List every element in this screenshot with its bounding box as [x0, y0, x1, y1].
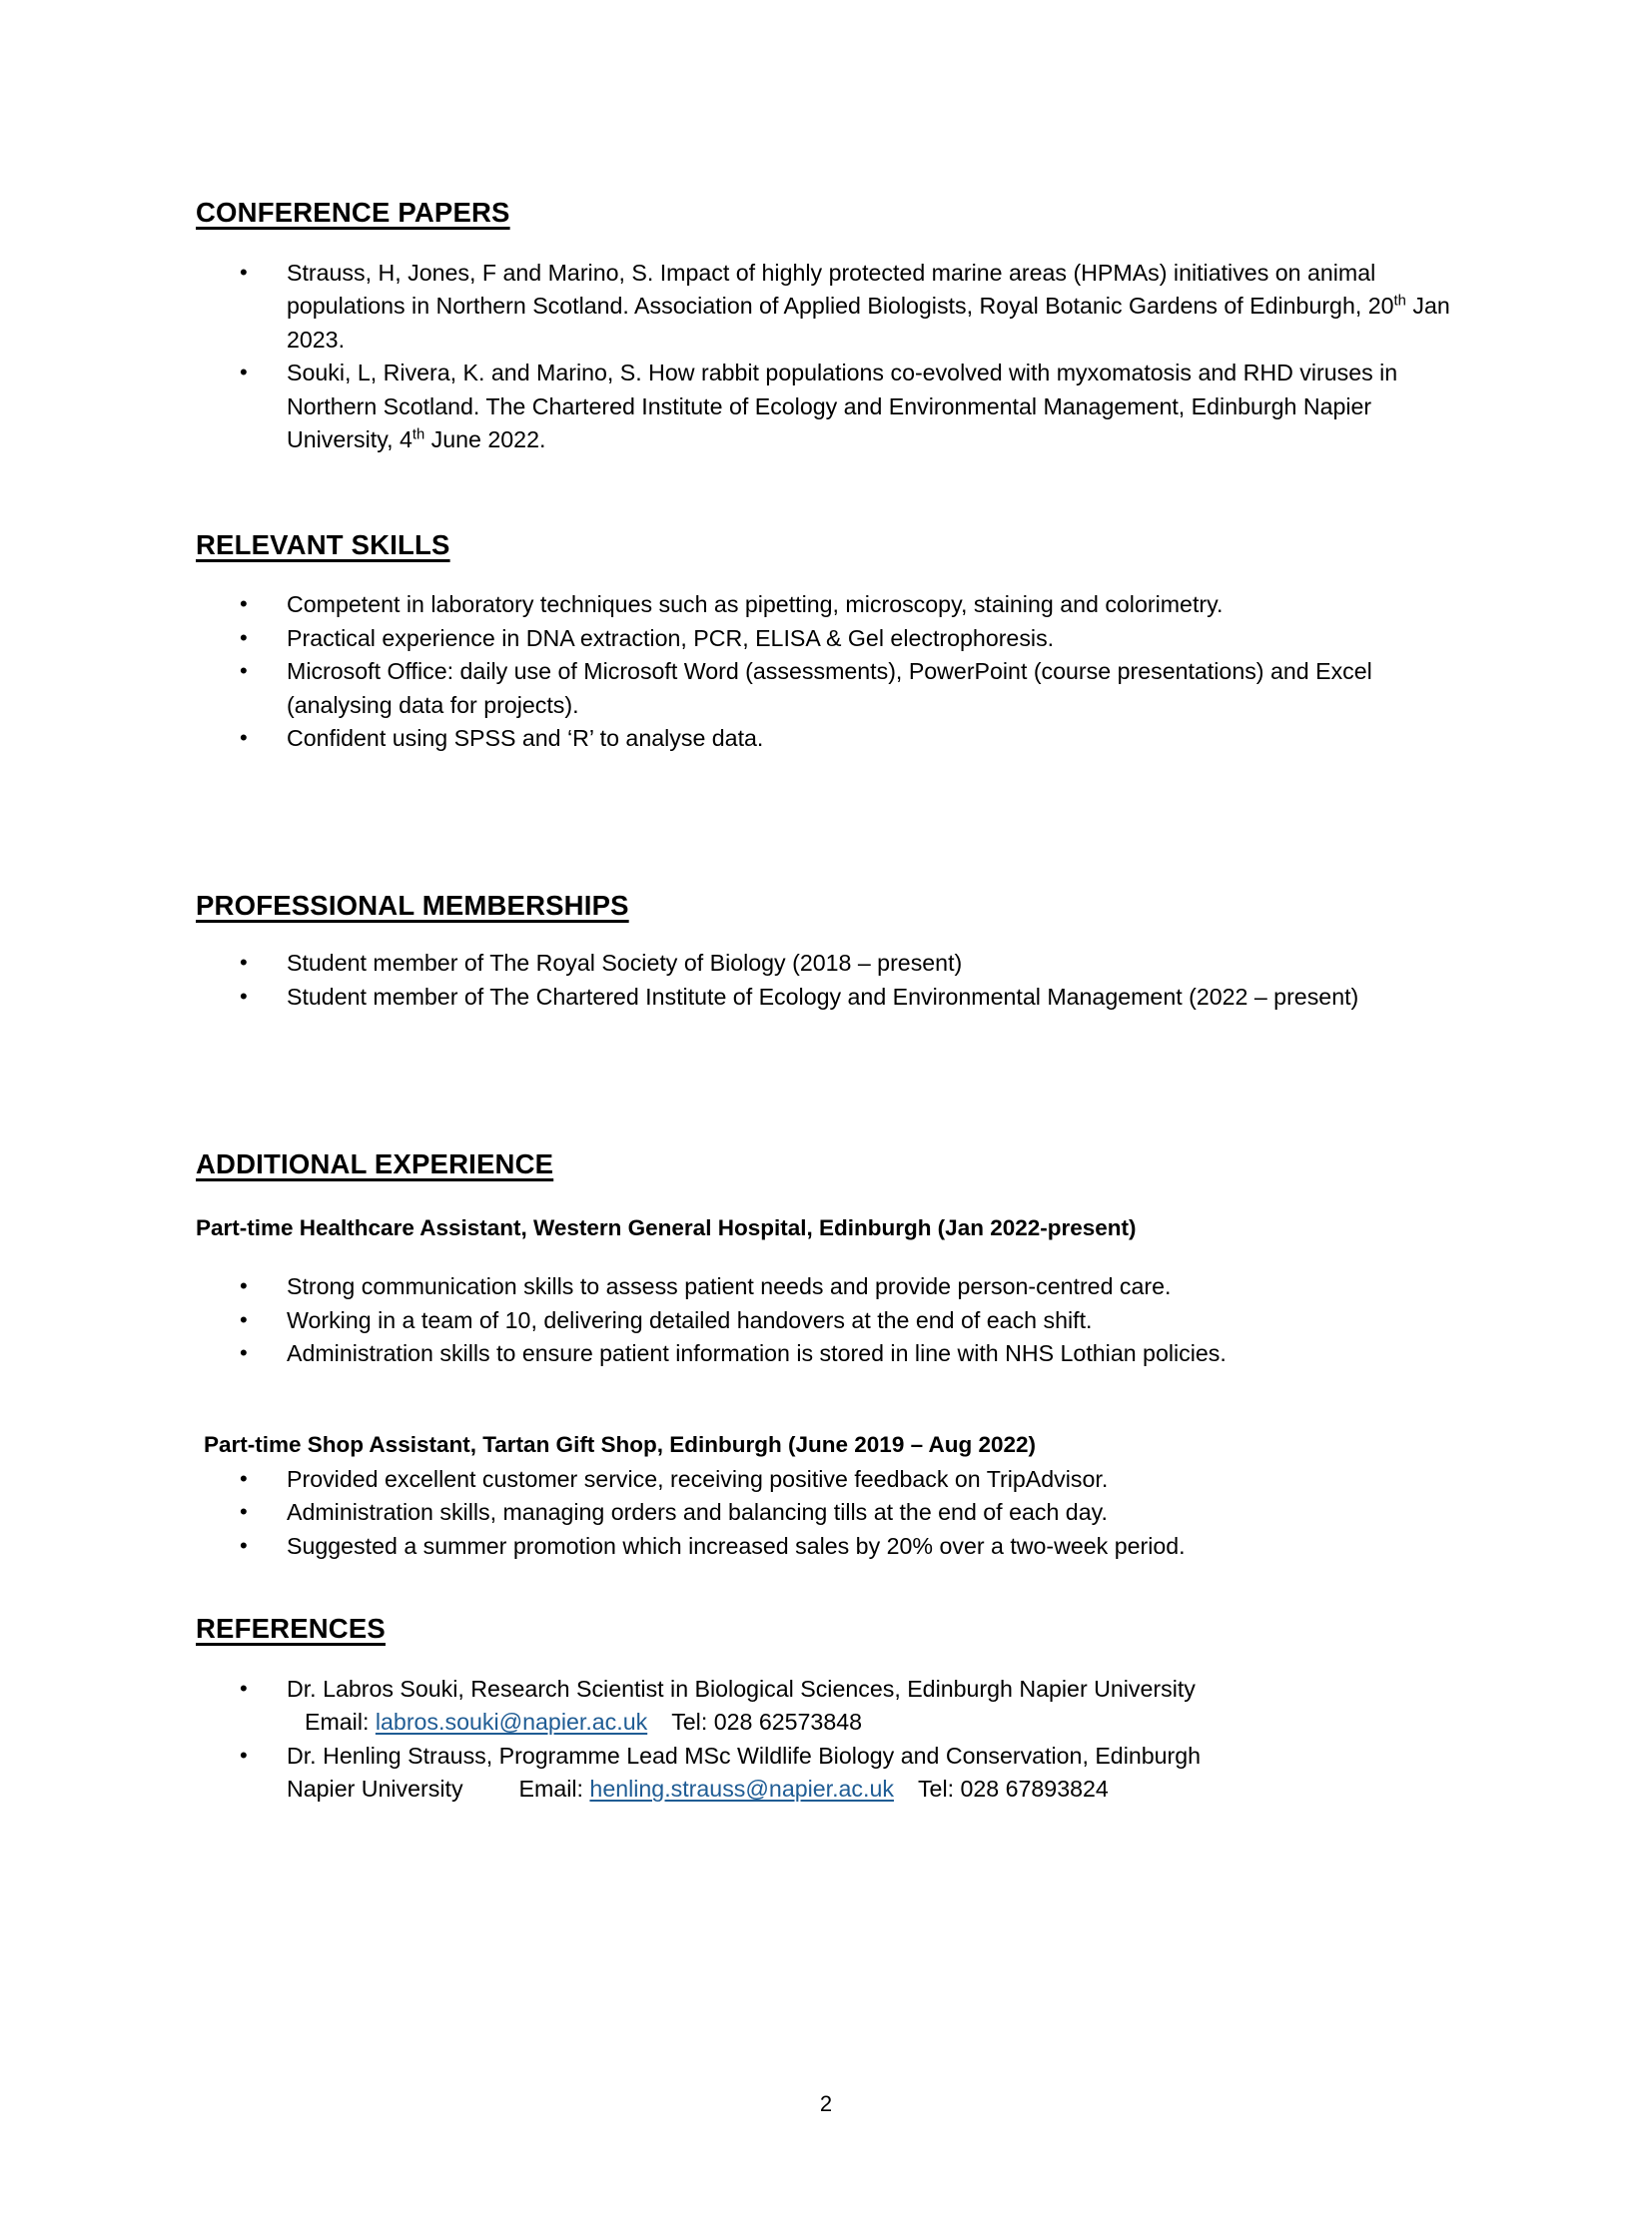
list-item: • Strong communication skills to assess patient needs and provide person-centred care. [196, 1270, 1456, 1304]
list-item: • Suggested a summer promotion which increased sales by 20% over a two-week period. [196, 1530, 1456, 1564]
reference-contact-line-2 [287, 1773, 1456, 1807]
section-heading-conference-papers: CONFERENCE PAPERS [196, 197, 510, 228]
reference-email-link-1[interactable]: labros.souki@napier.ac.uk [375, 1709, 648, 1736]
list-item: • Administration skills to ensure patient information is stored in line with NHS Lothian policies. [196, 1337, 1456, 1371]
ordinal-suffix: th [1393, 293, 1406, 310]
conference-paper-date-1: Jan 2023. [287, 293, 1450, 353]
document-content [196, 0, 1456, 1807]
list-item: • Student member of The Chartered Institute of Ecology and Environmental Management (2022 – present) [196, 981, 1456, 1015]
reference-name-2: Dr. Henling Strauss, Programme Lead MSc Wildlife Biology and Conservation, Edinburgh [287, 1742, 1202, 1769]
shop-assistant-duties-list [196, 1463, 1456, 1564]
list-item: • Competent in laboratory techniques such as pipetting, microscopy, staining and colorimetry. [196, 588, 1456, 622]
list-item [196, 1740, 1456, 1807]
section-heading-professional-memberships: PROFESSIONAL MEMBERSHIPS [196, 889, 629, 921]
list-item [196, 257, 1456, 358]
list-item: • Practical experience in DNA extraction, PCR, ELISA & Gel electrophoresis. [196, 622, 1456, 656]
conference-paper-date-2: June 2022. [424, 426, 546, 453]
reference-affiliation-2: Napier University [287, 1776, 463, 1803]
list-item: • Microsoft Office: daily use of Microsoft Word (assessments), PowerPoint (course presentations) and Excel (analysing data for projects). [196, 655, 1456, 722]
list-item: • Working in a team of 10, delivering detailed handovers at the end of each shift. [196, 1304, 1456, 1338]
list-item: • Administration skills, managing orders and balancing tills at the end of each day. [196, 1496, 1456, 1530]
healthcare-assistant-duties-list [196, 1270, 1456, 1371]
section-heading-additional-experience: ADDITIONAL EXPERIENCE [196, 1148, 554, 1180]
email-label: Email: [518, 1776, 590, 1803]
reference-tel-2: Tel: 028 67893824 [917, 1776, 1109, 1803]
conference-papers-list [196, 257, 1456, 457]
list-item [196, 357, 1456, 457]
reference-name-1: Dr. Labros Souki, Research Scientist in Biological Sciences, Edinburgh Napier University [287, 1675, 1196, 1702]
reference-tel-1: Tel: 028 62573848 [671, 1709, 863, 1736]
reference-email-link-2[interactable]: henling.strauss@napier.ac.uk [589, 1776, 894, 1803]
email-label: Email: [305, 1709, 376, 1736]
list-item [196, 1673, 1456, 1740]
list-item: • Confident using SPSS and ‘R’ to analyse data. [196, 722, 1456, 756]
section-heading-references: REFERENCES [196, 1613, 386, 1645]
ordinal-suffix: th [412, 426, 425, 443]
relevant-skills-list [196, 588, 1456, 756]
page-number: 2 [819, 2091, 833, 2116]
reference-contact-line-1 [287, 1706, 1456, 1740]
references-list [196, 1673, 1456, 1807]
job-title-healthcare-assistant: Part-time Healthcare Assistant, Western General Hospital, Edinburgh (Jan 2022-present) [196, 1215, 1137, 1240]
list-item: • Provided excellent customer service, receiving positive feedback on TripAdvisor. [196, 1463, 1456, 1497]
section-heading-relevant-skills: RELEVANT SKILLS [196, 528, 450, 560]
list-item: • Student member of The Royal Society of Biology (2018 – present) [196, 947, 1456, 981]
conference-paper-text-1: Strauss, H, Jones, F and Marino, S. Impact of highly protected marine areas (HPMAs) initiatives on animal populations in Northern Scotland. Association of Applied Biologists, Royal Botanic Gardens of Edinburgh, 20 [287, 259, 1394, 320]
professional-memberships-list [196, 947, 1456, 1014]
job-title-shop-assistant: Part-time Shop Assistant, Tartan Gift Shop, Edinburgh (June 2019 – Aug 2022) [204, 1431, 1037, 1457]
conference-paper-text-2: Souki, L, Rivera, K. and Marino, S. How rabbit populations co-evolved with myxomatosis and RHD viruses in Northern Scotland. The Chartered Institute of Ecology and Environmental Management, Edinburgh Napier University, 4 [287, 360, 1398, 453]
